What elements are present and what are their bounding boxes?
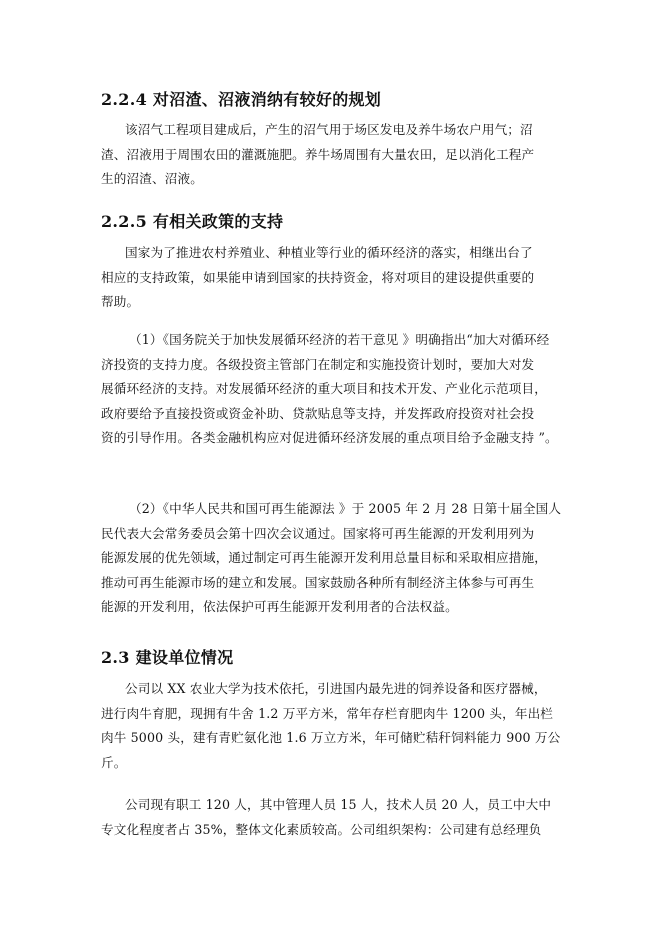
text-line: 能源的开发利用，依法保护可再生能源开发利用者的合法权益。 — [101, 599, 458, 615]
text-line: 国家为了推进农村养殖业、种植业等行业的循环经济的落实，相继出台了 — [125, 245, 533, 260]
text-line: 相应的支持政策，如果能申请到国家的扶持资金，将对项目的建设提供重要的 — [101, 269, 535, 285]
text-line: 民代表大会常务委员会第十四次会议通过。国家将可再生能源的开发利用列为 — [101, 525, 535, 541]
paragraph-2-3-staff — [101, 793, 569, 842]
paragraph-2-2-5-item-2 — [101, 497, 569, 620]
text-line: 济投资的支持力度。各级投资主管部门在制定和实施投资计划时，要加大对发 — [101, 356, 535, 372]
text-line: 展循环经济的支持。对发展循环经济的重大项目和技术开发、产业化示范项目， — [101, 381, 548, 397]
text-line: 资的引导作用。各类金融机构应对促进循环经济发展的重点项目给予金融支持 ”。 — [101, 430, 558, 446]
text-line: 肉牛 5000 头，建有青贮氨化池 1.6 万立方米，年可储贮秸秆饲料能力 900 万公 — [101, 730, 561, 746]
paragraph-2-2-5-intro — [101, 241, 569, 315]
paragraph-2-3-intro — [101, 677, 569, 775]
text-line: （1）《国务院关于加快发展循环经济的若干意见 》明确指出“加大对循环经 — [129, 332, 550, 347]
text-line: 推动可再生能源市场的建立和发展。国家鼓励各种所有制经济主体参与可再生 — [101, 574, 535, 590]
text-line: 该沼气工程项目建成后，产生的沼气用于场区发电及养牛场农户用气；沼 — [125, 122, 533, 137]
paragraph-2-2-4 — [101, 118, 569, 192]
text-line: 公司以 XX 农业大学为技术依托，引进国内最先进的饲养设备和医疗器械， — [125, 681, 547, 696]
text-line: 进行肉牛育肥，现拥有牛舍 1.2 万平方米，常年存栏育肥肉牛 1200 头，年出栏 — [101, 705, 554, 721]
text-line: 生的沼渣、沼液。 — [101, 171, 203, 187]
section-heading-2-2-5: 2.2.5 有相关政策的支持 — [101, 212, 284, 231]
paragraph-2-2-5-item-1 — [101, 328, 569, 451]
text-line: 斤。 — [101, 754, 127, 770]
text-line: 公司现有职工 120 人，其中管理人员 15 人，技术人员 20 人，员工中大中 — [125, 797, 552, 812]
text-line: 政府要给予直接投资或资金补助、贷款贴息等支持，并发挥政府投资对社会投 — [101, 405, 535, 421]
text-line: 专文化程度者占 35%，整体文化素质较高。公司组织架构：公司建有总经理负 — [101, 821, 542, 837]
text-line: 能源发展的优先领域，通过制定可再生能源开发利用总量目标和采取相应措施， — [101, 550, 548, 566]
section-heading-2-3: 2.3 建设单位情况 — [101, 648, 234, 667]
text-line: 渣、沼液用于周围农田的灌溉施肥。养牛场周围有大量农田，足以消化工程产 — [101, 146, 535, 162]
text-line: 帮助。 — [101, 294, 140, 310]
text-line: （2）《中华人民共和国可再生能源法 》于 2005 年 2 月 28 日第十届全国人 — [129, 501, 562, 516]
section-heading-2-2-4: 2.2.4 对沼渣、沼液消纳有较好的规划 — [101, 90, 382, 109]
